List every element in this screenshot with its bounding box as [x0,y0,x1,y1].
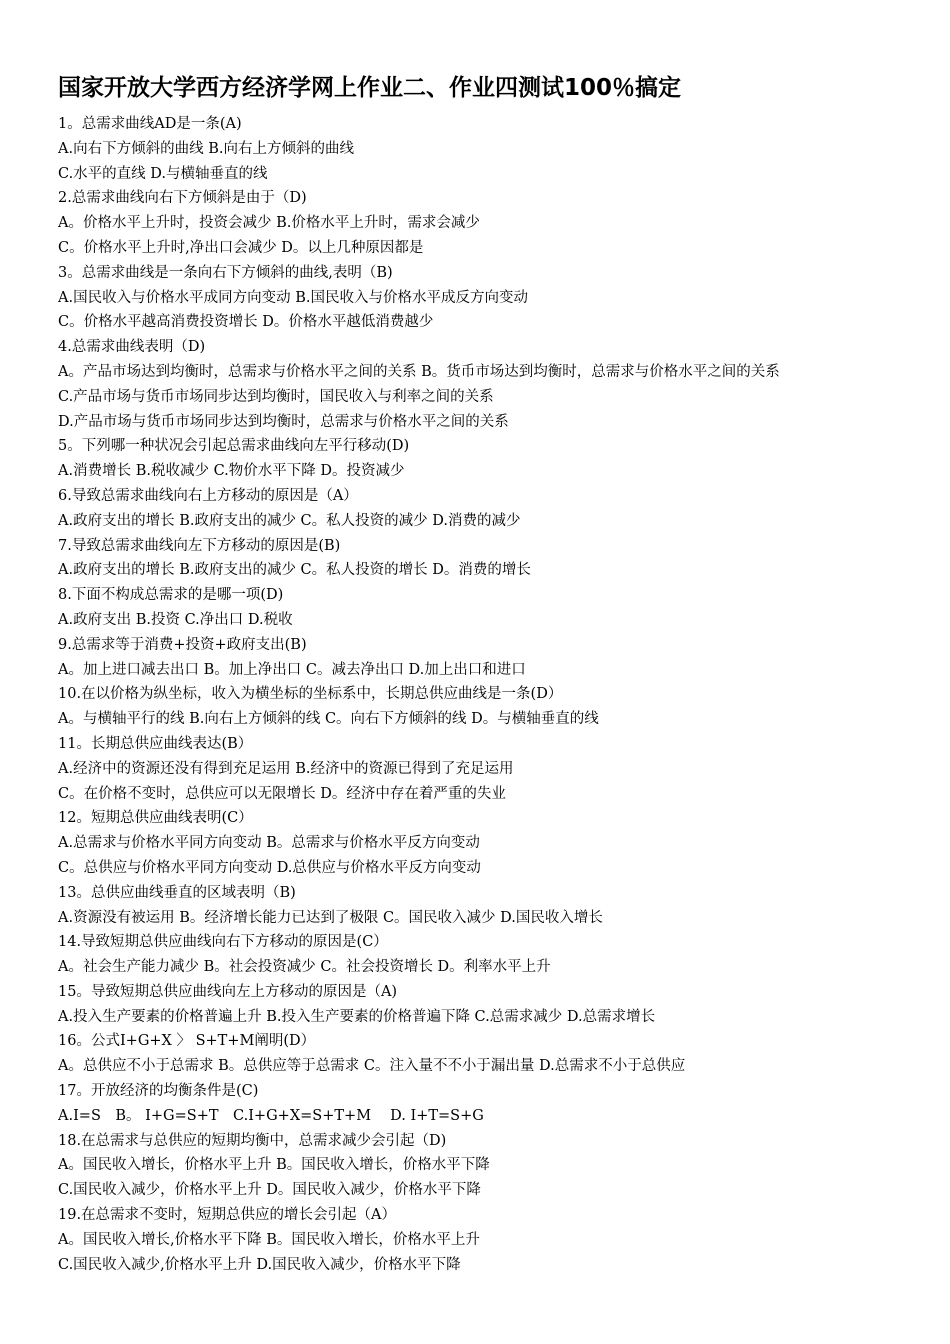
text-line: 13。总供应曲线垂直的区域表明（B) [58,884,296,901]
text-line: C.水平的直线 D.与横轴垂直的线 [58,165,268,182]
text-line: 1。总需求曲线AD是一条(A) [58,116,242,132]
text-line: C.国民收入减少,价格水平上升 D.国民收入减少，价格水平下降 [58,1256,461,1273]
text-line: C。价格水平上升时,净出口会减少 D。以上几种原因都是 [58,239,424,256]
text-line: A。与横轴平行的线 B.向右上方倾斜的线 C。向右下方倾斜的线 D。与横轴垂直的线 [58,711,599,728]
text-line: 19.在总需求不变时，短期总供应的增长会引起（A） [58,1207,397,1224]
text-line: A.I=S B。 I+G=S+T C.I+G+X=S+T+M D. I+T=S+G [58,1107,484,1124]
text-line: A。社会生产能力减少 B。社会投资减少 C。社会投资增长 D。利率水平上升 [58,959,551,976]
text-line: 2.总需求曲线向右下方倾斜是由于（D) [58,190,307,207]
text-line: A.资源没有被运用 B。经济增长能力已达到了极限 C。国民收入减少 D.国民收入增长 [58,909,603,926]
text-line: C.国民收入减少，价格水平上升 D。国民收入减少，价格水平下降 [58,1182,481,1199]
question-list [58,112,938,1277]
text-line: A.政府支出的增长 B.政府支出的减少 C。私人投资的减少 D.消费的减少 [58,512,521,529]
document-page [58,70,938,1277]
text-line: 7.导致总需求曲线向左下方移动的原因是(B) [58,537,341,554]
text-line: A.政府支出的增长 B.政府支出的减少 C。私人投资的增长 D。消费的增长 [58,562,531,579]
text-line: 11。长期总供应曲线表达(B） [58,735,253,752]
text-line: A.消费增长 B.税收减少 C.物价水平下降 D。投资减少 [58,463,405,480]
text-line: C。在价格不变时，总供应可以无限增长 D。经济中存在着严重的失业 [58,785,506,802]
text-line: 10.在以价格为纵坐标，收入为横坐标的坐标系中，长期总供应曲线是一条(D） [58,686,563,703]
text-line: A。国民收入增长，价格水平上升 B。国民收入增长，价格水平下降 [58,1157,490,1174]
text-line: 16。公式I+G+X 〉 S+T+M阐明(D） [58,1033,316,1050]
text-line: 8.下面不构成总需求的是哪一项(D) [58,587,284,604]
text-line: A.总需求与价格水平同方向变动 B。总需求与价格水平反方向变动 [58,835,480,852]
text-line: C.产品市场与货币市场同步达到均衡时，国民收入与利率之间的关系 [58,388,494,405]
document-title: 国家开放大学西方经济学网上作业二、作业四测试100％搞定 [58,75,682,101]
text-line: C。总供应与价格水平同方向变动 D.总供应与价格水平反方向变动 [58,859,481,876]
text-line: A.投入生产要素的价格普遍上升 B.投入生产要素的价格普遍下降 C.总需求减少 D.总需求增长 [58,1008,656,1025]
text-line: C。价格水平越高消费投资增长 D。价格水平越低消费越少 [58,314,434,331]
text-line: A。加上进口减去出口 B。加上净出口 C。减去净出口 D.加上出口和进口 [58,661,526,678]
text-line: A。价格水平上升时，投资会减少 B.价格水平上升时，需求会减少 [58,215,480,232]
text-line: 3。总需求曲线是一条向右下方倾斜的曲线,表明（B) [58,264,393,281]
text-line: A。产品市场达到均衡时，总需求与价格水平之间的关系 B。货币市场达到均衡时，总需求与价格水平之间的关系 [58,363,780,380]
text-line: A.国民收入与价格水平成同方向变动 B.国民收入与价格水平成反方向变动 [58,289,528,306]
text-line: 14.导致短期总供应曲线向右下方移动的原因是(C） [58,934,388,951]
text-line: A。总供应不小于总需求 B。总供应等于总需求 C。注入量不不小于漏出量 D.总需求不小于总供应 [58,1058,686,1075]
text-line: A。国民收入增长,价格水平下降 B。国民收入增长，价格水平上升 [58,1231,480,1248]
text-line: 12。短期总供应曲线表明(C） [58,810,253,827]
text-line: 17。开放经济的均衡条件是(C) [58,1083,259,1100]
text-line: 18.在总需求与总供应的短期均衡中，总需求减少会引起（D) [58,1132,447,1149]
text-line: 5。下列哪一种状况会引起总需求曲线向左平行移动(D) [58,438,410,455]
text-line: D.产品市场与货币市场同步达到均衡时，总需求与价格水平之间的关系 [58,413,509,430]
text-line: A.政府支出 B.投资 C.净出口 D.税收 [58,611,293,628]
text-line: 9.总需求等于消费+投资+政府支出(B) [58,636,307,653]
text-line: 6.导致总需求曲线向右上方移动的原因是（A） [58,487,358,504]
text-line: 4.总需求曲线表明（D) [58,339,206,356]
text-line: A.经济中的资源还没有得到充足运用 B.经济中的资源已得到了充足运用 [58,760,514,777]
text-line: 15。导致短期总供应曲线向左上方移动的原因是（A) [58,983,398,1000]
text-line: A.向右下方倾斜的曲线 B.向右上方倾斜的曲线 [58,140,354,157]
